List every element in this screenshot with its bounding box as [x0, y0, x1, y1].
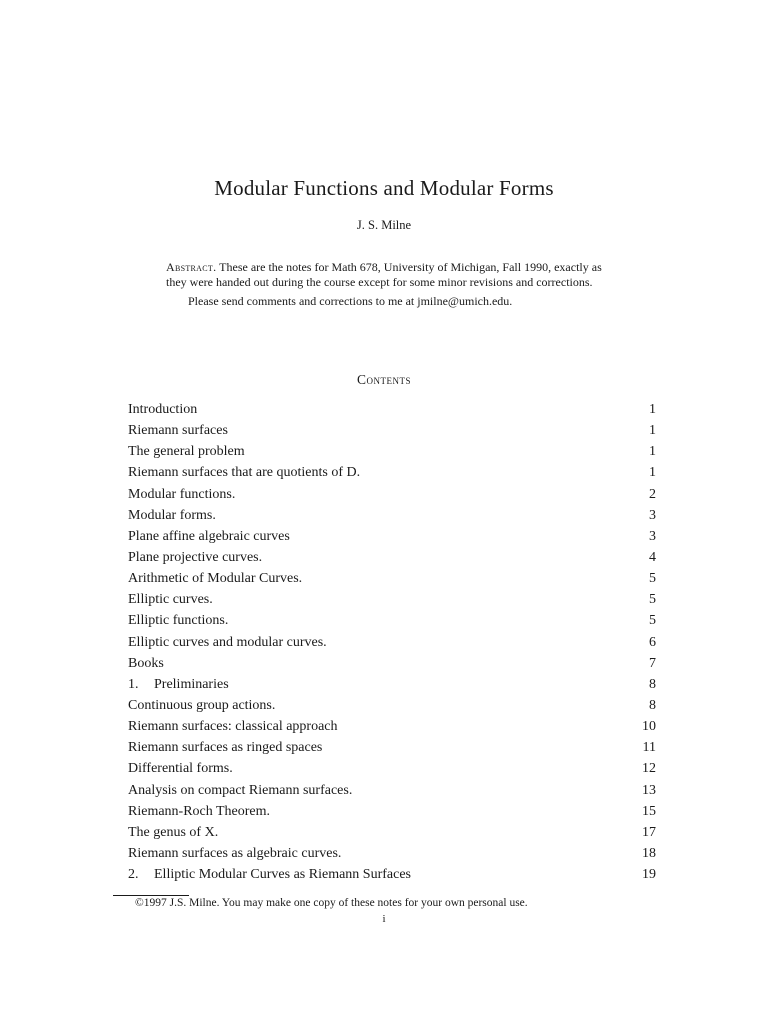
- author-name: J. S. Milne: [356, 218, 412, 232]
- abstract-text: These are the notes for Math 678, University of Michigan, Fall 1990, exactly as they were handed out during the course except for some minor revisions and corrections.: [166, 260, 602, 289]
- toc-entry: [128, 632, 656, 653]
- toc-page-number: 5: [649, 613, 656, 629]
- toc-page-number: 11: [642, 740, 656, 756]
- toc-entry: [128, 484, 656, 505]
- toc-entry-title: Riemann surfaces that are quotients of D.: [128, 465, 361, 481]
- toc-page-number: 5: [649, 571, 656, 587]
- toc-entry-title: Analysis on compact Riemann surfaces.: [128, 782, 353, 798]
- toc-page-number: 1: [649, 465, 656, 481]
- toc-entry-title-group: [128, 589, 213, 610]
- toc-entry: [128, 547, 656, 568]
- abstract-label: Abstract.: [166, 260, 217, 274]
- toc-entry: [128, 610, 656, 631]
- toc-entry: [128, 441, 656, 462]
- toc-entry-title: Riemann surfaces: classical approach: [128, 719, 338, 735]
- toc-entry-title: Preliminaries: [154, 676, 229, 692]
- toc-entry: [128, 695, 656, 716]
- toc-entry-title: Elliptic curves and modular curves.: [128, 634, 327, 650]
- toc-entry: [128, 864, 656, 885]
- copyright-footnote: ©1997 J.S. Milne. You may make one copy of these notes for your own personal use.: [135, 897, 528, 909]
- toc-page-number: 7: [649, 655, 656, 671]
- toc-entry-title: Plane affine algebraic curves: [128, 528, 290, 544]
- abstract-contact: Please send comments and corrections to me at jmilne@umich.edu.: [188, 294, 513, 308]
- toc-entry-title-group: [128, 420, 228, 441]
- toc-entry-title-group: [128, 822, 218, 843]
- toc-entry-title: The genus of X.: [128, 824, 219, 840]
- toc-entry-title: Riemann surfaces: [128, 423, 228, 439]
- toc-entry-title-group: [128, 695, 275, 716]
- toc-page-number: 8: [649, 697, 656, 713]
- toc-entry-title: Arithmetic of Modular Curves.: [128, 571, 303, 587]
- toc-entry-title: Differential forms.: [128, 761, 233, 777]
- toc-page-number: 18: [642, 845, 656, 861]
- toc-entry: [128, 737, 656, 758]
- toc-entry: [128, 568, 656, 589]
- toc-entry-title: The general problem: [128, 444, 245, 460]
- toc-page-number: 13: [642, 782, 656, 798]
- toc-section-number: 1.: [128, 676, 139, 692]
- toc-page-number: 2: [649, 486, 656, 502]
- toc-entry: [128, 674, 656, 695]
- toc-entry-title: Introduction: [128, 402, 198, 417]
- toc-entry-title-group: [128, 568, 302, 589]
- toc-section-number: 2.: [128, 867, 139, 883]
- toc-entry: [128, 462, 656, 483]
- toc-page-number: 3: [649, 528, 656, 544]
- toc-entry-title: Riemann surfaces as algebraic curves.: [128, 845, 342, 861]
- toc-entry-title-group: [128, 610, 228, 631]
- toc-entry-title-group: [128, 547, 262, 568]
- toc-entry-title: Continuous group actions.: [128, 697, 276, 713]
- toc-entry-title-group: [128, 758, 233, 779]
- toc-entry-title-group: [128, 864, 411, 885]
- toc-entry: [128, 505, 656, 526]
- toc-page-number: 1: [649, 402, 656, 417]
- toc-entry-title-group: [128, 674, 229, 695]
- toc-entry-title: Plane projective curves.: [128, 549, 263, 565]
- toc-entry-title-group: [128, 632, 327, 653]
- toc-page-number: 10: [642, 719, 656, 735]
- document-title: Modular Functions and Modular Forms: [214, 176, 554, 200]
- toc-entry-title: Elliptic Modular Curves as Riemann Surfaces: [154, 867, 411, 883]
- toc-page-number: 4: [649, 549, 656, 565]
- toc-entry-title-group: [128, 780, 352, 801]
- toc-entry-title-group: [128, 716, 338, 737]
- toc-entry-title-group: [128, 441, 245, 462]
- toc-entry-title: Elliptic functions.: [128, 613, 229, 629]
- toc-entry-title: Modular functions.: [128, 486, 236, 502]
- toc-page-number: 1: [649, 444, 656, 460]
- footnote-rule: [113, 895, 189, 896]
- toc-entry: [128, 780, 656, 801]
- abstract-paragraph: [166, 260, 620, 289]
- toc-page-number: 15: [642, 803, 656, 819]
- toc-entry-title-group: [128, 399, 197, 420]
- toc-entry: [128, 420, 656, 441]
- toc-entry: [128, 526, 656, 547]
- toc-page-number: 6: [649, 634, 656, 650]
- toc-entry: [128, 716, 656, 737]
- toc-page-number: 3: [649, 507, 656, 523]
- toc-entry-title: Riemann surfaces as ringed spaces: [128, 740, 323, 756]
- toc-entry-title: Books: [128, 655, 164, 671]
- toc-entry-title: Modular forms.: [128, 507, 216, 523]
- toc-entry-title: Riemann-Roch Theorem.: [128, 803, 271, 819]
- toc-entry-title-group: [128, 484, 235, 505]
- toc-entry: [128, 758, 656, 779]
- toc-entry: [128, 822, 656, 843]
- toc-entry-title-group: [128, 737, 322, 758]
- table-of-contents: [128, 399, 656, 885]
- toc-entry-title-group: [128, 462, 360, 483]
- toc-entry-title-group: [128, 801, 270, 822]
- toc-page-number: 17: [642, 824, 656, 840]
- toc-page-number: 19: [642, 867, 656, 883]
- toc-entry: [128, 801, 656, 822]
- toc-entry-title-group: [128, 526, 290, 547]
- toc-entry: [128, 843, 656, 864]
- toc-entry-title-group: [128, 843, 341, 864]
- toc-page-number: 12: [642, 761, 656, 777]
- toc-entry-title-group: [128, 653, 164, 674]
- contents-heading: Contents: [356, 372, 411, 387]
- toc-entry: [128, 589, 656, 610]
- toc-page-number: 1: [649, 423, 656, 439]
- abstract-block: [166, 260, 620, 309]
- toc-entry: [128, 399, 656, 420]
- page-number: i: [382, 913, 386, 925]
- toc-page-number: 8: [649, 676, 656, 692]
- toc-entry-title-group: [128, 505, 216, 526]
- toc-entry-title: Elliptic curves.: [128, 592, 213, 608]
- toc-page-number: 5: [649, 592, 656, 608]
- toc-entry: [128, 653, 656, 674]
